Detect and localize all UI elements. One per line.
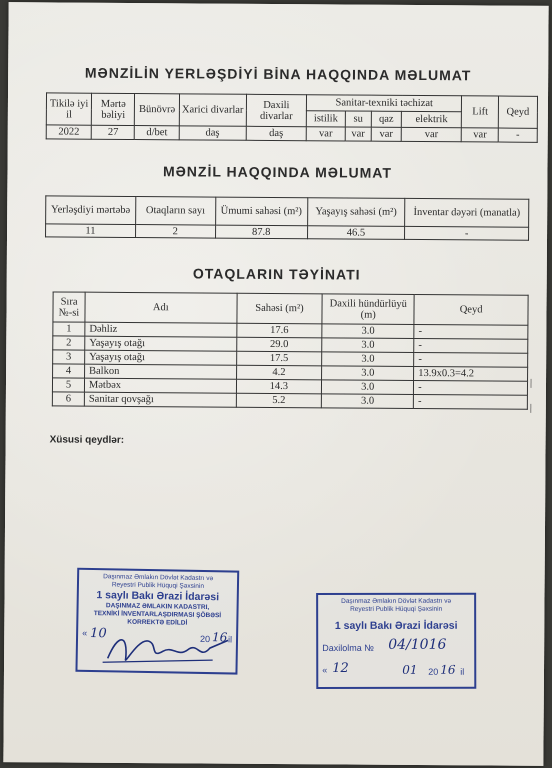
stamp-left-line5: TEXNİKİ İNVENTARLAŞDIRMASI ŞÖBƏSİ <box>93 610 222 620</box>
room-name: Yaşayış otağı <box>85 350 237 365</box>
value-living-area: 46.5 <box>307 226 405 240</box>
header-lift: Lift <box>462 96 499 128</box>
flat-info-table <box>45 195 529 240</box>
row-number: 6 <box>52 392 84 406</box>
stamp-right-line2: Reyestri Publik Hüquqi Şəxsinin <box>350 605 443 613</box>
room-height: 3.0 <box>322 380 414 395</box>
room-note: - <box>414 352 528 367</box>
header-sanitary: Sanitar-texniki təchizat <box>307 95 462 112</box>
header-room-area: Sahəsi (m²) <box>236 293 322 324</box>
room-height: 3.0 <box>322 324 414 339</box>
header-heating: istilik <box>306 111 345 127</box>
value-water: var <box>345 127 371 141</box>
stamp-right-day: 12 <box>332 660 349 676</box>
room-name: Mətbəx <box>84 378 236 393</box>
header-room-name: Adı <box>85 292 237 323</box>
margin-mark: | <box>529 402 532 414</box>
value-year: 2022 <box>46 125 91 139</box>
room-height: 3.0 <box>322 394 414 409</box>
value-inventory-value: - <box>405 226 529 240</box>
stamp-left-il: il <box>227 634 233 645</box>
room-name: Dəhliz <box>85 322 237 337</box>
header-inner-walls: Daxili divarlar <box>246 94 307 126</box>
value-foundation: d/bet <box>135 126 180 140</box>
stamp-left-line1: Daşınmaz Əmlakın Dövlət Kadastrı və <box>103 573 214 583</box>
stamp-left-year: 16 <box>211 630 228 645</box>
value-floor: 11 <box>46 224 136 238</box>
title-building-info: MƏNZİLİN YERLƏŞDİYİ BİNA HAQQINDA MƏLUMAT <box>84 64 472 84</box>
stamp-right <box>316 593 476 689</box>
stamp-left <box>75 568 239 675</box>
document-page <box>3 2 548 766</box>
room-area: 14.3 <box>236 379 322 394</box>
value-inner-walls: daş <box>246 126 307 140</box>
value-note: - <box>498 128 537 142</box>
room-height: 3.0 <box>322 366 414 381</box>
header-floor: Yerləşdiyi mərtəbə <box>46 196 136 225</box>
row-number: 3 <box>53 350 85 364</box>
header-room-height: Daxili hündürlüyü (m) <box>322 294 414 325</box>
header-year: Tikilə iyi il <box>46 93 92 125</box>
stamp-left-year-prefix: 20 <box>199 633 211 645</box>
room-name: Yaşayış otağı <box>85 336 237 351</box>
room-area: 17.6 <box>236 323 322 338</box>
header-living-area: Yaşayış sahəsi (m²) <box>307 198 405 227</box>
header-room-note: Qeyd <box>414 294 528 325</box>
stamp-right-reg-label: Daxilolma № <box>322 642 374 653</box>
stamp-left-date-prefix: « <box>82 627 88 638</box>
stamp-right-month: 01 <box>402 662 418 677</box>
room-height: 3.0 <box>322 338 414 353</box>
header-water: su <box>345 111 371 127</box>
stamp-left-office: 1 saylı Bakı Ərazi İdarəsi <box>96 589 220 604</box>
building-info-table <box>46 92 538 142</box>
value-floors: 27 <box>92 125 135 139</box>
room-name: Balkon <box>84 364 236 379</box>
room-note: - <box>414 338 528 353</box>
stamp-right-line1: Daşınmaz Əmlakın Dövlət Kadastrı və <box>341 597 452 605</box>
stamp-left-day: 10 <box>89 626 107 642</box>
title-flat-info: MƏNZİL HAQQINDA MƏLUMAT <box>162 163 393 181</box>
stamp-left-line4: DAŞINMAZ ƏMLAKIN KADASTRI, <box>105 602 210 612</box>
title-rooms: OTAQLARIN TƏYİNATI <box>192 265 361 283</box>
stamp-right-il: il <box>460 666 465 677</box>
room-note: - <box>414 380 528 395</box>
signature-left <box>88 628 239 671</box>
special-notes-label: Xüsusi qeydlər: <box>49 434 125 446</box>
room-area: 5.2 <box>236 393 322 408</box>
room-area: 4.2 <box>236 365 322 380</box>
room-area: 17.5 <box>236 351 322 366</box>
room-height: 3.0 <box>322 352 414 367</box>
room-note: - <box>413 394 527 409</box>
value-outer-walls: daş <box>179 126 246 140</box>
header-rooms-count: Otaqların sayı <box>135 197 215 226</box>
header-foundation: Bünövrə <box>135 94 180 126</box>
value-lift: var <box>462 128 499 142</box>
stamp-right-office: 1 saylı Bakı Ərazi İdarəsi <box>334 619 458 632</box>
stamp-right-date-row: « 12 01 20 16 il <box>322 660 465 677</box>
row-number: 4 <box>53 364 85 378</box>
row-number: 1 <box>53 322 85 336</box>
stamp-left-line2: Reyestri Publik Hüquqi Şəxsinin <box>111 581 205 590</box>
value-rooms-count: 2 <box>135 225 215 239</box>
stamp-left-line6: KORREKTƏ EDİLDİ <box>127 618 188 627</box>
header-total-area: Ümumi sahəsi (m²) <box>215 197 307 226</box>
header-floors: Mərtə bəliyi <box>92 93 135 125</box>
value-gas: var <box>371 127 401 141</box>
header-outer-walls: Xarici divarlar <box>179 94 246 126</box>
value-electric: var <box>401 127 462 141</box>
row-number: 5 <box>52 378 84 392</box>
room-note: 13.9x0.3=4.2 <box>414 366 528 381</box>
rooms-table <box>52 291 529 409</box>
value-heating: var <box>306 127 345 141</box>
stamp-right-year: 16 <box>440 662 456 677</box>
room-note: - <box>414 324 528 339</box>
stamp-right-year-prefix: 20 <box>428 666 439 677</box>
value-total-area: 87.8 <box>215 225 307 239</box>
room-area: 29.0 <box>236 337 322 352</box>
room-name: Sanitar qovşağı <box>84 392 236 407</box>
table-row <box>52 392 527 409</box>
header-inventory-value: İnventar dəyəri (manatla) <box>405 198 529 227</box>
row-number: 2 <box>53 336 85 350</box>
header-electric: elektrik <box>401 111 462 127</box>
stamp-right-reg-value: 04/1016 <box>388 636 447 653</box>
margin-mark: | <box>529 377 533 389</box>
header-note: Qeyd <box>498 96 537 128</box>
header-row-number: Sıra №-si <box>53 292 85 322</box>
header-gas: qaz <box>371 111 401 127</box>
